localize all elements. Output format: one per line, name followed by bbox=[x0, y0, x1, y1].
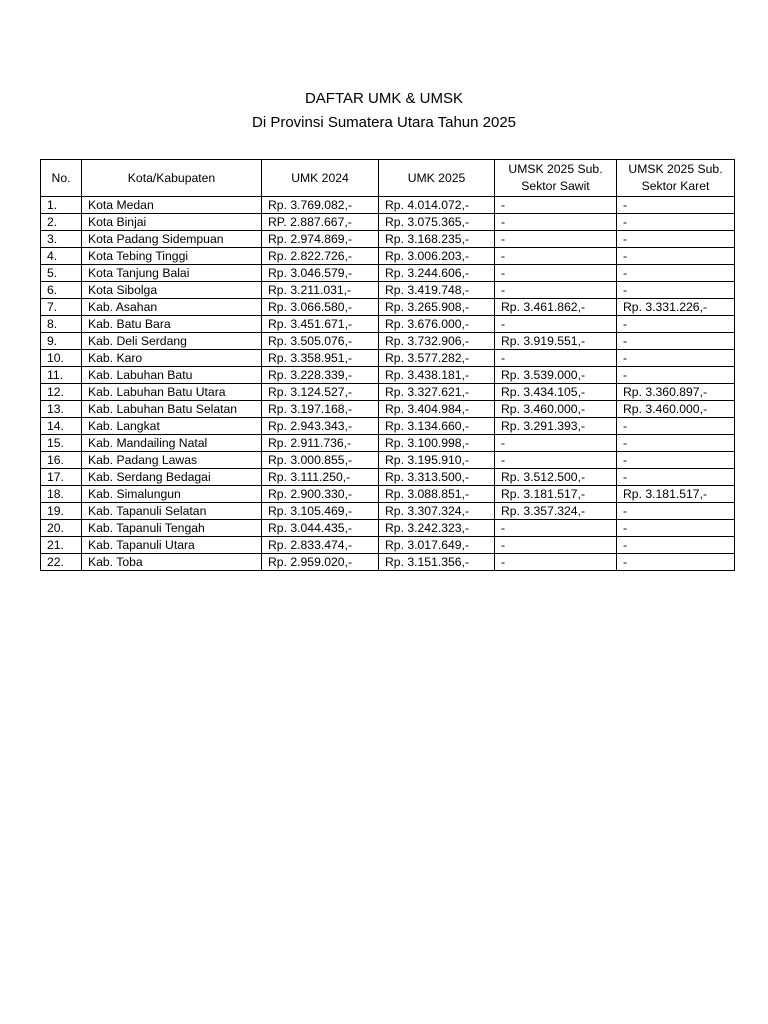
cell-umsk-karet: - bbox=[617, 418, 735, 435]
header-umsk-sawit: UMSK 2025 Sub. Sektor Sawit bbox=[495, 160, 617, 197]
cell-umsk-karet: - bbox=[617, 231, 735, 248]
table-header bbox=[41, 160, 735, 197]
cell-umsk-karet: Rp. 3.360.897,- bbox=[617, 384, 735, 401]
cell-no: 22. bbox=[41, 554, 82, 571]
cell-umsk-karet: Rp. 3.181.517,- bbox=[617, 486, 735, 503]
cell-city: Kab. Tapanuli Utara bbox=[82, 537, 262, 554]
cell-city: Kab. Asahan bbox=[82, 299, 262, 316]
cell-city: Kota Tanjung Balai bbox=[82, 265, 262, 282]
cell-umsk-sawit: - bbox=[495, 520, 617, 537]
cell-umk-2025: Rp. 3.732.906,- bbox=[379, 333, 495, 350]
cell-city: Kota Sibolga bbox=[82, 282, 262, 299]
cell-umk-2025: Rp. 3.307.324,- bbox=[379, 503, 495, 520]
cell-no: 2. bbox=[41, 214, 82, 231]
cell-city: Kab. Tapanuli Selatan bbox=[82, 503, 262, 520]
cell-umk-2024: Rp. 3.505.076,- bbox=[262, 333, 379, 350]
cell-no: 11. bbox=[41, 367, 82, 384]
cell-umsk-sawit: - bbox=[495, 231, 617, 248]
cell-umsk-sawit: - bbox=[495, 435, 617, 452]
cell-no: 20. bbox=[41, 520, 82, 537]
cell-umk-2024: Rp. 2.959.020,- bbox=[262, 554, 379, 571]
cell-umk-2024: Rp. 2.943.343,- bbox=[262, 418, 379, 435]
cell-umk-2025: Rp. 3.195.910,- bbox=[379, 452, 495, 469]
cell-city: Kab. Deli Serdang bbox=[82, 333, 262, 350]
table-row bbox=[41, 503, 735, 520]
cell-city: Kota Medan bbox=[82, 197, 262, 214]
cell-no: 19. bbox=[41, 503, 82, 520]
cell-umsk-karet: - bbox=[617, 554, 735, 571]
cell-city: Kota Padang Sidempuan bbox=[82, 231, 262, 248]
table-row bbox=[41, 282, 735, 299]
cell-umk-2025: Rp. 3.134.660,- bbox=[379, 418, 495, 435]
cell-city: Kab. Labuhan Batu Selatan bbox=[82, 401, 262, 418]
table-row bbox=[41, 231, 735, 248]
umk-table bbox=[40, 159, 735, 571]
cell-umsk-sawit: Rp. 3.512.500,- bbox=[495, 469, 617, 486]
cell-umsk-sawit: Rp. 3.539.000,- bbox=[495, 367, 617, 384]
table-row bbox=[41, 537, 735, 554]
cell-no: 10. bbox=[41, 350, 82, 367]
table-row bbox=[41, 299, 735, 316]
cell-umsk-sawit: - bbox=[495, 554, 617, 571]
cell-city: Kota Binjai bbox=[82, 214, 262, 231]
cell-no: 12. bbox=[41, 384, 82, 401]
cell-no: 5. bbox=[41, 265, 82, 282]
header-no: No. bbox=[41, 160, 82, 197]
cell-umsk-karet: - bbox=[617, 265, 735, 282]
table-row bbox=[41, 333, 735, 350]
cell-umsk-karet: Rp. 3.460.000,- bbox=[617, 401, 735, 418]
cell-no: 18. bbox=[41, 486, 82, 503]
cell-umk-2024: Rp. 3.358.951,- bbox=[262, 350, 379, 367]
cell-no: 6. bbox=[41, 282, 82, 299]
header-row bbox=[41, 160, 735, 197]
cell-city: Kab. Langkat bbox=[82, 418, 262, 435]
table-row bbox=[41, 265, 735, 282]
cell-umk-2025: Rp. 3.313.500,- bbox=[379, 469, 495, 486]
table-row bbox=[41, 350, 735, 367]
cell-umk-2025: Rp. 3.676.000,- bbox=[379, 316, 495, 333]
cell-umsk-karet: - bbox=[617, 282, 735, 299]
cell-umsk-karet: - bbox=[617, 316, 735, 333]
cell-umk-2024: Rp. 2.900.330,- bbox=[262, 486, 379, 503]
cell-city: Kab. Simalungun bbox=[82, 486, 262, 503]
table-row bbox=[41, 401, 735, 418]
cell-umk-2024: Rp. 3.211.031,- bbox=[262, 282, 379, 299]
table-row bbox=[41, 486, 735, 503]
cell-umk-2024: Rp. 3.066.580,- bbox=[262, 299, 379, 316]
header-city: Kota/Kabupaten bbox=[82, 160, 262, 197]
table-row bbox=[41, 452, 735, 469]
cell-umk-2025: Rp. 3.075.365,- bbox=[379, 214, 495, 231]
cell-city: Kab. Mandailing Natal bbox=[82, 435, 262, 452]
cell-umsk-sawit: - bbox=[495, 282, 617, 299]
cell-umsk-sawit: Rp. 3.919.551,- bbox=[495, 333, 617, 350]
cell-city: Kab. Padang Lawas bbox=[82, 452, 262, 469]
table-row bbox=[41, 316, 735, 333]
cell-no: 9. bbox=[41, 333, 82, 350]
cell-umsk-karet: - bbox=[617, 367, 735, 384]
cell-umsk-karet: - bbox=[617, 333, 735, 350]
cell-umk-2025: Rp. 3.244.606,- bbox=[379, 265, 495, 282]
cell-umk-2025: Rp. 4.014.072,- bbox=[379, 197, 495, 214]
table-body bbox=[41, 197, 735, 571]
cell-umsk-sawit: - bbox=[495, 537, 617, 554]
cell-umsk-karet: - bbox=[617, 452, 735, 469]
cell-city: Kota Tebing Tinggi bbox=[82, 248, 262, 265]
cell-no: 15. bbox=[41, 435, 82, 452]
cell-umsk-karet: - bbox=[617, 469, 735, 486]
cell-umsk-karet: - bbox=[617, 435, 735, 452]
cell-umsk-sawit: - bbox=[495, 452, 617, 469]
header-umk-2025: UMK 2025 bbox=[379, 160, 495, 197]
table-row bbox=[41, 367, 735, 384]
cell-umk-2025: Rp. 3.327.621,- bbox=[379, 384, 495, 401]
table-row bbox=[41, 554, 735, 571]
cell-city: Kab. Labuhan Batu bbox=[82, 367, 262, 384]
cell-umk-2024: Rp. 3.000.855,- bbox=[262, 452, 379, 469]
cell-city: Kab. Toba bbox=[82, 554, 262, 571]
table-row bbox=[41, 418, 735, 435]
cell-umk-2024: Rp. 3.769.082,- bbox=[262, 197, 379, 214]
cell-city: Kab. Serdang Bedagai bbox=[82, 469, 262, 486]
table-row bbox=[41, 197, 735, 214]
cell-umk-2025: Rp. 3.006.203,- bbox=[379, 248, 495, 265]
cell-umk-2024: Rp. 2.822.726,- bbox=[262, 248, 379, 265]
cell-umk-2024: Rp. 3.228.339,- bbox=[262, 367, 379, 384]
cell-city: Kab. Karo bbox=[82, 350, 262, 367]
cell-umsk-karet: - bbox=[617, 214, 735, 231]
cell-umsk-sawit: - bbox=[495, 214, 617, 231]
cell-umsk-karet: - bbox=[617, 350, 735, 367]
cell-umk-2024: Rp. 3.451.671,- bbox=[262, 316, 379, 333]
table-row bbox=[41, 520, 735, 537]
cell-umsk-sawit: Rp. 3.181.517,- bbox=[495, 486, 617, 503]
cell-city: Kab. Labuhan Batu Utara bbox=[82, 384, 262, 401]
cell-umk-2025: Rp. 3.242.323,- bbox=[379, 520, 495, 537]
cell-umsk-karet: - bbox=[617, 248, 735, 265]
cell-umk-2024: Rp. 2.911.736,- bbox=[262, 435, 379, 452]
cell-umsk-sawit: - bbox=[495, 350, 617, 367]
cell-no: 4. bbox=[41, 248, 82, 265]
cell-umsk-karet: - bbox=[617, 537, 735, 554]
cell-city: Kab. Batu Bara bbox=[82, 316, 262, 333]
cell-umk-2024: Rp. 3.124.527,- bbox=[262, 384, 379, 401]
cell-umk-2025: Rp. 3.100.998,- bbox=[379, 435, 495, 452]
cell-umsk-karet: - bbox=[617, 197, 735, 214]
table-row bbox=[41, 384, 735, 401]
cell-umsk-karet: - bbox=[617, 520, 735, 537]
header-umk-2024: UMK 2024 bbox=[262, 160, 379, 197]
cell-umsk-sawit: Rp. 3.434.105,- bbox=[495, 384, 617, 401]
document-subtitle: Di Provinsi Sumatera Utara Tahun 2025 bbox=[251, 114, 517, 131]
cell-umk-2024: Rp. 2.974.869,- bbox=[262, 231, 379, 248]
cell-umk-2024: Rp. 3.197.168,- bbox=[262, 401, 379, 418]
cell-umsk-sawit: Rp. 3.460.000,- bbox=[495, 401, 617, 418]
cell-umsk-karet: Rp. 3.331.226,- bbox=[617, 299, 735, 316]
document-title: DAFTAR UMK & UMSK bbox=[304, 90, 464, 107]
cell-umsk-sawit: Rp. 3.357.324,- bbox=[495, 503, 617, 520]
cell-umk-2025: Rp. 3.017.649,- bbox=[379, 537, 495, 554]
cell-umk-2024: Rp. 2.833.474,- bbox=[262, 537, 379, 554]
cell-umk-2025: Rp. 3.419.748,- bbox=[379, 282, 495, 299]
cell-umsk-sawit: - bbox=[495, 197, 617, 214]
cell-no: 7. bbox=[41, 299, 82, 316]
table-row bbox=[41, 435, 735, 452]
cell-umsk-sawit: Rp. 3.291.393,- bbox=[495, 418, 617, 435]
cell-no: 13. bbox=[41, 401, 82, 418]
cell-umsk-sawit: - bbox=[495, 248, 617, 265]
cell-no: 21. bbox=[41, 537, 82, 554]
cell-umsk-karet: - bbox=[617, 503, 735, 520]
cell-umsk-sawit: Rp. 3.461.862,- bbox=[495, 299, 617, 316]
header-umsk-karet: UMSK 2025 Sub. Sektor Karet bbox=[617, 160, 735, 197]
cell-umk-2024: Rp. 3.044.435,- bbox=[262, 520, 379, 537]
cell-umk-2025: Rp. 3.168.235,- bbox=[379, 231, 495, 248]
cell-no: 14. bbox=[41, 418, 82, 435]
table-row bbox=[41, 248, 735, 265]
cell-umk-2025: Rp. 3.151.356,- bbox=[379, 554, 495, 571]
cell-no: 8. bbox=[41, 316, 82, 333]
cell-umk-2025: Rp. 3.404.984,- bbox=[379, 401, 495, 418]
cell-no: 1. bbox=[41, 197, 82, 214]
cell-umk-2025: Rp. 3.265.908,- bbox=[379, 299, 495, 316]
cell-umsk-sawit: - bbox=[495, 316, 617, 333]
cell-umk-2025: Rp. 3.577.282,- bbox=[379, 350, 495, 367]
cell-no: 16. bbox=[41, 452, 82, 469]
cell-umk-2025: Rp. 3.088.851,- bbox=[379, 486, 495, 503]
cell-umsk-sawit: - bbox=[495, 265, 617, 282]
cell-umk-2024: Rp. 3.111.250,- bbox=[262, 469, 379, 486]
table-row bbox=[41, 469, 735, 486]
cell-umk-2024: Rp. 3.105.469,- bbox=[262, 503, 379, 520]
cell-no: 17. bbox=[41, 469, 82, 486]
cell-umk-2024: RP. 2.887.667,- bbox=[262, 214, 379, 231]
cell-umk-2024: Rp. 3.046.579,- bbox=[262, 265, 379, 282]
cell-city: Kab. Tapanuli Tengah bbox=[82, 520, 262, 537]
cell-no: 3. bbox=[41, 231, 82, 248]
table-row bbox=[41, 214, 735, 231]
cell-umk-2025: Rp. 3.438.181,- bbox=[379, 367, 495, 384]
